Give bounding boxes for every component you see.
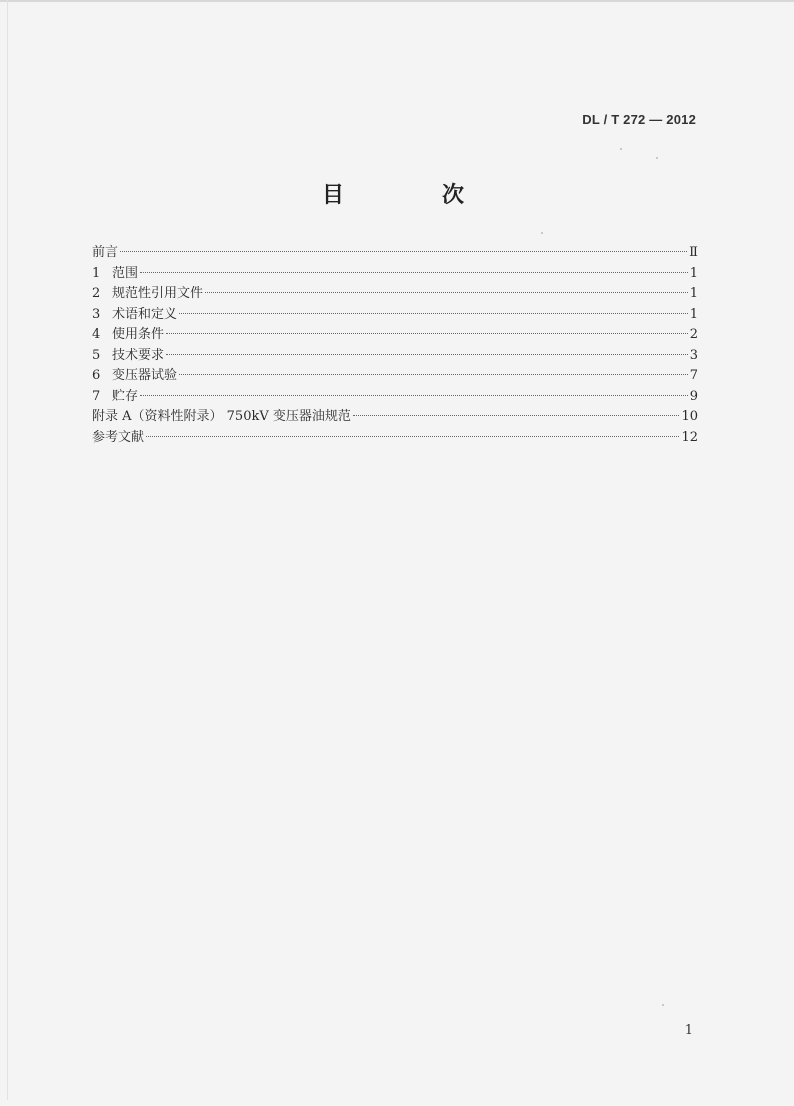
toc-entry[interactable] bbox=[92, 284, 698, 305]
toc-entry-label: 贮存 bbox=[112, 388, 139, 404]
toc-leader-dots bbox=[146, 436, 679, 437]
toc-entry-label: 参考文献 bbox=[92, 429, 145, 445]
toc-leader-dots bbox=[179, 313, 688, 314]
toc-entry[interactable] bbox=[92, 305, 698, 326]
toc-entry-page: 7 bbox=[689, 368, 698, 383]
toc-entry[interactable] bbox=[92, 264, 698, 285]
toc-leader-dots bbox=[205, 292, 688, 293]
toc-leader-dots bbox=[353, 415, 680, 416]
scan-speck bbox=[620, 148, 622, 150]
standard-code: DL / T 272 — 2012 bbox=[582, 112, 696, 127]
toc-entry-page: 9 bbox=[689, 388, 698, 404]
toc-entry-page: 2 bbox=[689, 327, 698, 342]
scan-edge bbox=[7, 0, 8, 1100]
toc-entry-label: 规范性引用文件 bbox=[112, 286, 204, 301]
toc-entry[interactable] bbox=[92, 387, 698, 408]
toc-leader-dots bbox=[140, 395, 688, 396]
toc-leader-dots bbox=[179, 374, 688, 375]
toc-entry-label: 变压器试验 bbox=[112, 368, 178, 383]
page-number: 1 bbox=[684, 1023, 693, 1038]
toc-entry-page: 12 bbox=[681, 429, 698, 445]
toc-entry-label: 术语和定义 bbox=[112, 306, 178, 322]
toc-entry-number: 5 bbox=[92, 347, 101, 363]
scan-speck bbox=[541, 232, 543, 234]
toc-entry-number: 4 bbox=[92, 327, 101, 342]
scan-speck bbox=[656, 157, 658, 159]
toc-entry[interactable] bbox=[92, 366, 698, 387]
toc-entry-page: 3 bbox=[689, 347, 698, 363]
toc-entry[interactable] bbox=[92, 428, 698, 449]
toc-entry-number: 6 bbox=[92, 368, 101, 383]
toc-leader-dots bbox=[166, 354, 688, 355]
toc-entry-page: Ⅱ bbox=[689, 245, 698, 260]
toc-entry-label: 技术要求 bbox=[112, 347, 165, 363]
toc-entry-page: 1 bbox=[689, 286, 698, 301]
toc-entry-page: 10 bbox=[681, 409, 698, 424]
toc-title: 目 次 bbox=[321, 182, 502, 208]
toc-entry-number: 3 bbox=[92, 306, 101, 322]
toc-entry-label: 附录 A（资料性附录） 750kV 变压器油规范 bbox=[92, 409, 351, 424]
toc-entry-number: 2 bbox=[92, 286, 101, 301]
toc-entry-label: 前言 bbox=[92, 245, 119, 260]
scan-edge bbox=[0, 0, 794, 2]
toc-entry-number: 7 bbox=[92, 388, 101, 404]
toc-entry[interactable] bbox=[92, 243, 698, 264]
toc-entry-number: 1 bbox=[92, 265, 101, 281]
toc-leader-dots bbox=[120, 251, 687, 252]
table-of-contents bbox=[92, 243, 698, 448]
toc-entry[interactable] bbox=[92, 346, 698, 367]
toc-entry-label: 使用条件 bbox=[112, 327, 165, 342]
toc-leader-dots bbox=[166, 333, 688, 334]
toc-entry-label: 范围 bbox=[112, 265, 139, 281]
toc-leader-dots bbox=[140, 272, 688, 273]
scan-speck bbox=[662, 1004, 664, 1006]
toc-entry[interactable] bbox=[92, 407, 698, 428]
toc-entry[interactable] bbox=[92, 325, 698, 346]
toc-entry-page: 1 bbox=[689, 306, 698, 322]
toc-entry-page: 1 bbox=[689, 265, 698, 281]
